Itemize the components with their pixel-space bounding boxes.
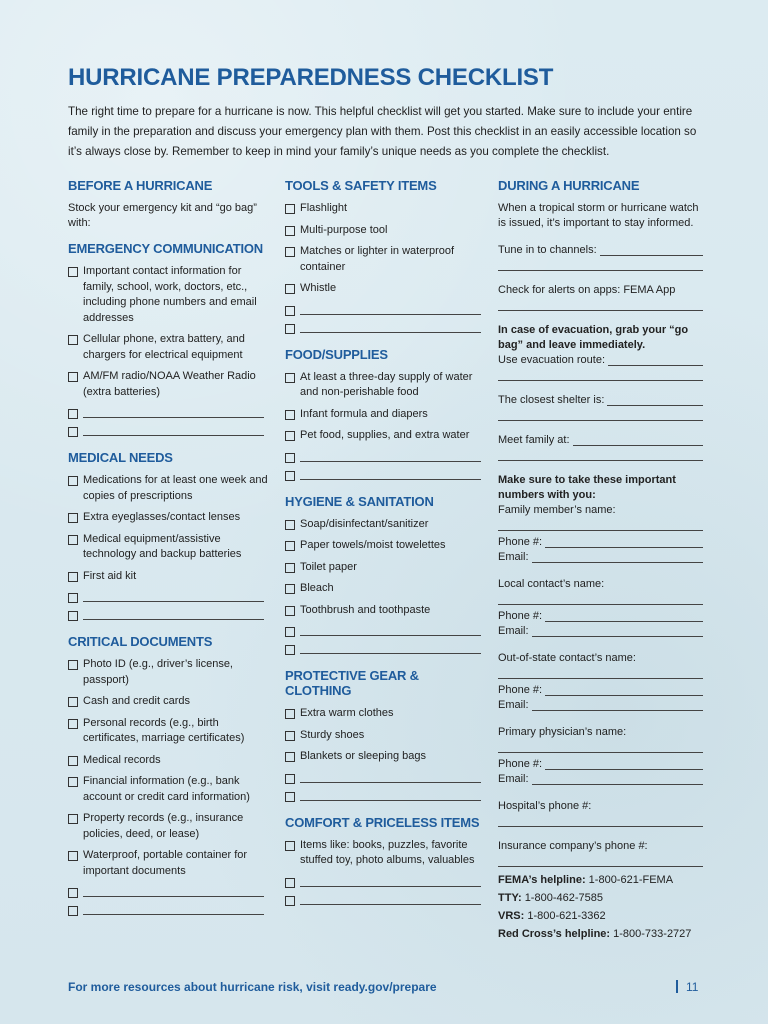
fill-line[interactable] <box>545 609 703 622</box>
fill-line[interactable] <box>600 243 703 256</box>
heading-food: FOOD/SUPPLIES <box>285 346 388 362</box>
checkbox[interactable] <box>285 324 295 334</box>
fill-line[interactable] <box>545 535 703 548</box>
checkbox[interactable] <box>285 431 295 441</box>
column-during <box>498 178 703 943</box>
footer-resources-link[interactable]: For more resources about hurricane risk, visit ready.gov/prepare <box>68 980 437 994</box>
fema-helpline: FEMA’s helpline: 1-800-621-FEMA <box>498 874 674 886</box>
checkbox[interactable] <box>68 372 78 382</box>
checklist-blank-item[interactable] <box>285 875 485 887</box>
checkbox[interactable] <box>285 541 295 551</box>
blank-line[interactable] <box>83 903 264 915</box>
fill-line[interactable] <box>532 772 703 785</box>
checkbox[interactable] <box>285 645 295 655</box>
checklist-blank-item[interactable] <box>68 608 268 620</box>
evac-note: In case of evacuation, grab your “go bag” and leave immediately. <box>498 324 689 351</box>
checklist-item[interactable]: Cellular phone, extra battery, and chargers for electrical equipment <box>68 332 268 363</box>
numbers-note: Make sure to take these important numbers with you: <box>498 474 676 501</box>
oos-name-label: Out-of-state contact’s name: <box>498 652 636 664</box>
food-list <box>285 370 485 480</box>
fill-line[interactable] <box>498 740 703 753</box>
checklist-item[interactable]: Waterproof, portable container for important documents <box>68 848 268 879</box>
hospital-label: Hospital’s phone #: <box>498 800 592 812</box>
checkbox[interactable] <box>68 660 78 670</box>
fill-line[interactable] <box>498 592 703 605</box>
checkbox[interactable] <box>68 335 78 345</box>
local-name-label: Local contact’s name: <box>498 578 605 590</box>
checkbox[interactable] <box>285 627 295 637</box>
checkbox[interactable] <box>285 226 295 236</box>
checklist-item[interactable]: Items like: books, puzzles, favorite stuffed toy, photo albums, valuables <box>285 838 485 869</box>
checklist-item[interactable]: Extra warm clothes <box>285 706 485 722</box>
checklist-item[interactable]: Matches or lighter in waterproof container <box>285 244 485 275</box>
physician-name-label: Primary physician’s name: <box>498 726 627 738</box>
checkbox[interactable] <box>285 752 295 762</box>
checkbox[interactable] <box>285 878 295 888</box>
vrs-line: VRS: 1-800-621-3362 <box>498 910 606 922</box>
checklist-item[interactable]: At least a three-day supply of water and non-perishable food <box>285 370 485 401</box>
checkbox[interactable] <box>68 409 78 419</box>
fill-line[interactable] <box>607 393 703 406</box>
checkbox[interactable] <box>285 453 295 463</box>
checkbox[interactable] <box>285 792 295 802</box>
emergency-list <box>68 264 268 436</box>
fill-line[interactable] <box>545 683 703 696</box>
checkbox[interactable] <box>285 471 295 481</box>
checklist-blank-item[interactable] <box>285 468 485 480</box>
blank-line[interactable] <box>300 303 481 315</box>
checkbox[interactable] <box>285 896 295 906</box>
checklist-item[interactable]: First aid kit <box>68 569 268 585</box>
gear-list <box>285 706 485 801</box>
heading-gear: PROTECTIVE GEAR & CLOTHING <box>285 668 419 698</box>
checkbox[interactable] <box>68 513 78 523</box>
checkbox[interactable] <box>68 777 78 787</box>
blank-line[interactable] <box>300 468 481 480</box>
heading-documents: CRITICAL DOCUMENTS <box>68 634 213 649</box>
checklist-item[interactable]: AM/FM radio/NOAA Weather Radio (extra batteries) <box>68 369 268 400</box>
column-supplies <box>285 178 485 919</box>
checklist-item[interactable]: Financial information (e.g., bank account or credit card information) <box>68 774 268 805</box>
checkbox[interactable] <box>285 606 295 616</box>
page-number: 11 <box>676 980 698 994</box>
heading-tools: TOOLS & SAFETY ITEMS <box>285 178 437 193</box>
checklist-blank-item[interactable] <box>68 406 268 418</box>
checklist-blank-item[interactable] <box>68 885 268 897</box>
checkbox[interactable] <box>68 719 78 729</box>
fill-line[interactable] <box>498 666 703 679</box>
heading-comfort: COMFORT & PRICELESS ITEMS <box>285 814 480 830</box>
checkbox[interactable] <box>68 267 78 277</box>
checklist-blank-item[interactable] <box>285 642 485 654</box>
checkbox[interactable] <box>285 373 295 383</box>
blank-line[interactable] <box>300 875 481 887</box>
checklist-blank-item[interactable] <box>68 590 268 602</box>
fill-line[interactable] <box>545 757 703 770</box>
checklist-item[interactable]: Sturdy shoes <box>285 728 485 744</box>
fill-line[interactable] <box>498 408 703 421</box>
blank-line[interactable] <box>83 885 264 897</box>
checklist-item[interactable]: Property records (e.g., insurance policies, deed, or lease) <box>68 811 268 842</box>
checkbox[interactable] <box>285 410 295 420</box>
checklist-item[interactable]: Blankets or sleeping bags <box>285 749 485 765</box>
checkbox[interactable] <box>285 841 295 851</box>
checkbox[interactable] <box>285 284 295 294</box>
checklist-blank-item[interactable] <box>285 624 485 636</box>
fill-line[interactable] <box>608 353 703 366</box>
tune-field[interactable]: Tune in to channels: <box>498 243 703 258</box>
checkbox[interactable] <box>68 814 78 824</box>
fill-line[interactable] <box>498 298 703 311</box>
checklist-blank-item[interactable] <box>68 424 268 436</box>
fill-line[interactable] <box>532 698 703 711</box>
comfort-list <box>285 838 485 905</box>
heading-medical: MEDICAL NEEDS <box>68 450 173 465</box>
checkbox[interactable] <box>285 306 295 316</box>
tty-line: TTY: 1-800-462-7585 <box>498 892 603 904</box>
blank-line[interactable] <box>300 771 481 783</box>
fill-line[interactable] <box>498 854 703 867</box>
local-phone-field[interactable]: Phone #: <box>498 609 703 624</box>
evac-route-field[interactable]: Use evacuation route: <box>498 353 703 368</box>
checklist-item[interactable]: Medications for at least one week and copies of prescriptions <box>68 473 268 504</box>
checklist-item[interactable]: Soap/disinfectant/sanitizer <box>285 517 485 533</box>
checklist-blank-item[interactable] <box>285 303 485 315</box>
blank-line[interactable] <box>83 590 264 602</box>
checkbox[interactable] <box>285 520 295 530</box>
checkbox[interactable] <box>285 774 295 784</box>
blank-line[interactable] <box>300 624 481 636</box>
checkbox[interactable] <box>68 756 78 766</box>
fill-line[interactable] <box>573 433 703 446</box>
checklist-item[interactable]: Flashlight <box>285 201 485 217</box>
checkbox[interactable] <box>68 427 78 437</box>
redcross-helpline: Red Cross’s helpline: 1-800-733-2727 <box>498 928 692 940</box>
checklist-item[interactable]: Paper towels/moist towelettes <box>285 538 485 554</box>
heading-during: DURING A HURRICANE <box>498 178 640 193</box>
checklist-item[interactable]: Medical equipment/assistive technology and backup batteries <box>68 532 268 563</box>
checklist-item[interactable]: Cash and credit cards <box>68 694 268 710</box>
blank-line[interactable] <box>83 406 264 418</box>
checklist-blank-item[interactable] <box>285 321 485 333</box>
checklist-item[interactable]: Extra eyeglasses/contact lenses <box>68 510 268 526</box>
checkbox[interactable] <box>285 584 295 594</box>
fill-line[interactable] <box>498 814 703 827</box>
checklist-item[interactable]: Infant formula and diapers <box>285 407 485 423</box>
checklist-item[interactable]: Pet food, supplies, and extra water <box>285 428 485 444</box>
checkbox[interactable] <box>68 888 78 898</box>
checkbox[interactable] <box>68 572 78 582</box>
blank-line[interactable] <box>300 642 481 654</box>
fill-line[interactable] <box>532 624 703 637</box>
blank-line[interactable] <box>83 424 264 436</box>
heading-emergency: EMERGENCY COMMUNICATION <box>68 241 263 256</box>
checkbox[interactable] <box>68 697 78 707</box>
blank-line[interactable] <box>300 893 481 905</box>
checkbox[interactable] <box>68 906 78 916</box>
checklist-item[interactable]: Important contact information for family, school, work, doctors, etc., including phone numbers and email addresses <box>68 264 268 326</box>
alerts-text: Check for alerts on apps: FEMA App <box>498 284 676 296</box>
heading-before: BEFORE A HURRICANE <box>68 178 213 193</box>
checkbox[interactable] <box>285 204 295 214</box>
fill-line[interactable] <box>498 448 703 461</box>
checklist-blank-item[interactable] <box>285 771 485 783</box>
physician-email-field[interactable]: Email: <box>498 772 703 787</box>
checklist-blank-item[interactable] <box>68 903 268 915</box>
checkbox[interactable] <box>68 476 78 486</box>
checklist-item[interactable]: Personal records (e.g., birth certificates, marriage certificates) <box>68 716 268 747</box>
blank-line[interactable] <box>300 321 481 333</box>
checkbox[interactable] <box>68 611 78 621</box>
checklist-item[interactable]: Bleach <box>285 581 485 597</box>
intro-paragraph: The right time to prepare for a hurricane is now. This helpful checklist will get you started. Make sure to include your entire family in the preparation and discuss your emergency plan with them. Post this checklist in an easily accessible location so it’s always close by. Remember to keep in mind your family’s unique needs as you complete the checklist. <box>68 105 697 158</box>
fill-line[interactable] <box>498 368 703 381</box>
shelter-field[interactable]: The closest shelter is: <box>498 393 703 408</box>
tools-list <box>285 201 485 333</box>
checkbox[interactable] <box>68 851 78 861</box>
checklist-item[interactable]: Toothbrush and toothpaste <box>285 603 485 619</box>
physician-phone-field[interactable]: Phone #: <box>498 757 703 772</box>
before-note: Stock your emergency kit and “go bag” with: <box>68 202 257 229</box>
fill-line[interactable] <box>498 258 703 271</box>
family-email-field[interactable]: Email: <box>498 550 703 565</box>
checkbox[interactable] <box>285 731 295 741</box>
heading-hygiene: HYGIENE & SANITATION <box>285 493 434 509</box>
meet-field[interactable]: Meet family at: <box>498 433 703 448</box>
medical-list <box>68 473 268 620</box>
blank-line[interactable] <box>300 450 481 462</box>
page-title: HURRICANE PREPAREDNESS CHECKLIST <box>68 64 554 91</box>
checklist-item[interactable]: Photo ID (e.g., driver’s license, passport) <box>68 657 268 688</box>
checkbox[interactable] <box>68 593 78 603</box>
checkbox[interactable] <box>285 709 295 719</box>
family-phone-field[interactable]: Phone #: <box>498 535 703 550</box>
checklist-item[interactable]: Toilet paper <box>285 560 485 576</box>
hygiene-list <box>285 517 485 655</box>
blank-line[interactable] <box>300 789 481 801</box>
column-before <box>68 178 268 929</box>
local-email-field[interactable]: Email: <box>498 624 703 639</box>
checklist-item[interactable]: Medical records <box>68 753 268 769</box>
documents-list <box>68 657 268 915</box>
blank-line[interactable] <box>83 608 264 620</box>
during-note: When a tropical storm or hurricane watch is issued, it’s important to stay informed. <box>498 202 699 229</box>
divider <box>676 980 678 993</box>
checklist-item[interactable]: Whistle <box>285 281 485 297</box>
checklist-item[interactable]: Multi-purpose tool <box>285 223 485 239</box>
checklist-blank-item[interactable] <box>285 893 485 905</box>
fill-line[interactable] <box>498 518 703 531</box>
insurance-label: Insurance company’s phone #: <box>498 840 648 852</box>
checklist-blank-item[interactable] <box>285 450 485 462</box>
checklist-blank-item[interactable] <box>285 789 485 801</box>
checkbox[interactable] <box>285 563 295 573</box>
oos-email-field[interactable]: Email: <box>498 698 703 713</box>
checkbox[interactable] <box>68 535 78 545</box>
oos-phone-field[interactable]: Phone #: <box>498 683 703 698</box>
fill-line[interactable] <box>532 550 703 563</box>
family-name-label: Family member’s name: <box>498 504 616 516</box>
checkbox[interactable] <box>285 247 295 257</box>
